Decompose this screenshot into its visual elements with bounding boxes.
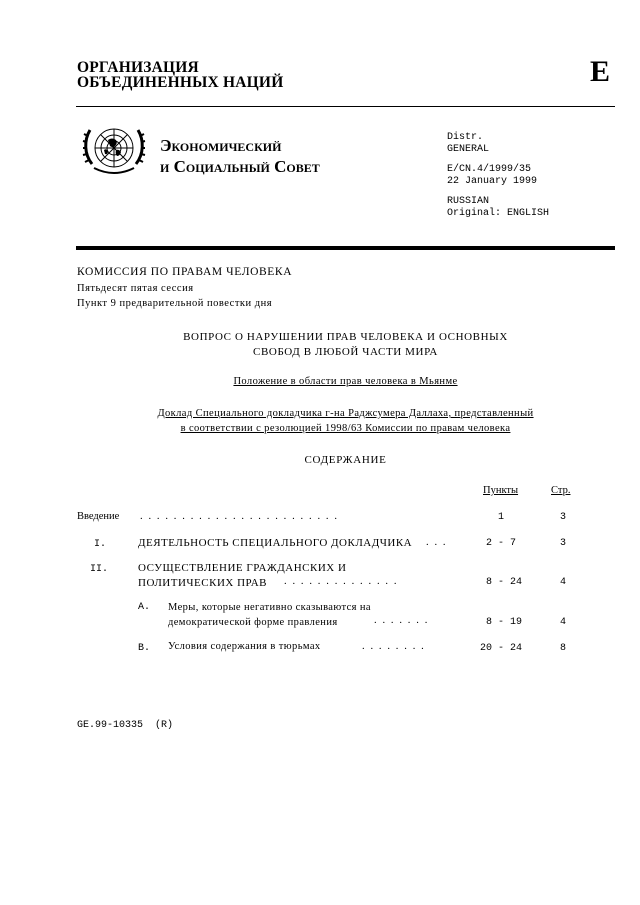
document-subtitle: Положение в области прав человека в Мьянме: [233, 376, 458, 387]
toc-section-1-title: ДЕЯТЕЛЬНОСТЬ СПЕЦИАЛЬНОГО ДОКЛАДЧИКА: [138, 537, 413, 549]
un-emblem-icon: [78, 120, 150, 180]
toc-subsection-b-dots: . . . . . . . .: [362, 641, 426, 652]
toc-section-1-number: I.: [94, 539, 107, 550]
toc-section-1-paras: 2 - 7: [486, 538, 517, 549]
language-mark: E: [589, 55, 610, 88]
header-rule: [76, 106, 615, 107]
toc-col-paragraphs: Пункты: [483, 485, 519, 496]
toc-section-2-dots: . . . . . . . . . . . . . .: [284, 576, 399, 587]
toc-subsection-a-page: 4: [560, 617, 567, 628]
agenda-item: Пункт 9 предварительной повестки дня: [77, 298, 273, 309]
document-symbol: E/CN.4/1999/35: [447, 164, 532, 175]
header-thick-rule: [76, 246, 615, 250]
report-description: Доклад Специального докладчика г-на Раджсумера Даллаха, представленный в соответствии с резолюцией 1998/63 Комиссии по правам человека: [157, 408, 534, 434]
toc-section-2-paras: 8 - 24: [486, 577, 523, 588]
session-line: Пятьдесят пятая сессия: [77, 283, 194, 294]
toc-col-page: Стр.: [551, 485, 571, 496]
job-number: GE.99-10335 (R): [77, 720, 174, 731]
toc-heading: СОДЕРЖАНИЕ: [304, 454, 387, 466]
toc-section-1-page: 3: [560, 538, 567, 549]
council-name: Экономический и Социальный Совет: [160, 136, 320, 176]
toc-section-2-page: 4: [560, 577, 567, 588]
toc-section-2-number: II.: [90, 564, 109, 575]
toc-subsection-a-title: Меры, которые негативно сказываются на демократической форме правления: [168, 602, 371, 628]
toc-subsection-a-dots: . . . . . . .: [374, 615, 429, 626]
toc-subsection-b-page: 8: [560, 643, 567, 654]
toc-subsection-a-number: A.: [138, 602, 151, 613]
toc-intro-dots: . . . . . . . . . . . . . . . . . . . . . . . .: [140, 511, 339, 522]
language-info: RUSSIAN Original: ENGLISH: [447, 196, 550, 219]
toc-intro-paras: 1: [498, 512, 505, 523]
document-title: ВОПРОС О НАРУШЕНИИ ПРАВ ЧЕЛОВЕКА И ОСНОВНЫХ СВОБОД В ЛЮБОЙ ЧАСТИ МИРА: [183, 331, 508, 358]
toc-subsection-b-title: Условия содержания в тюрьмах: [168, 641, 321, 652]
commission-name: КОМИССИЯ ПО ПРАВАМ ЧЕЛОВЕКА: [77, 266, 293, 278]
toc-subsection-b-paras: 20 - 24: [480, 643, 523, 654]
toc-intro-label: Введение: [77, 511, 120, 522]
toc-subsection-a-paras: 8 - 19: [486, 617, 523, 628]
organization-name: ОРГАНИЗАЦИЯ ОБЪЕДИНЕННЫХ НАЦИЙ: [77, 59, 284, 91]
toc-intro-page: 3: [560, 512, 567, 523]
document-symbol-date: [447, 164, 537, 188]
document-date: 22 January 1999: [447, 176, 538, 187]
toc-section-1-dots: . . .: [426, 537, 448, 548]
toc-subsection-b-number: B.: [138, 643, 151, 654]
toc-section-2-title: ОСУЩЕСТВЛЕНИЕ ГРАЖДАНСКИХ И ПОЛИТИЧЕСКИХ ПРАВ: [138, 562, 347, 589]
distribution: Distr. GENERAL: [447, 132, 490, 155]
